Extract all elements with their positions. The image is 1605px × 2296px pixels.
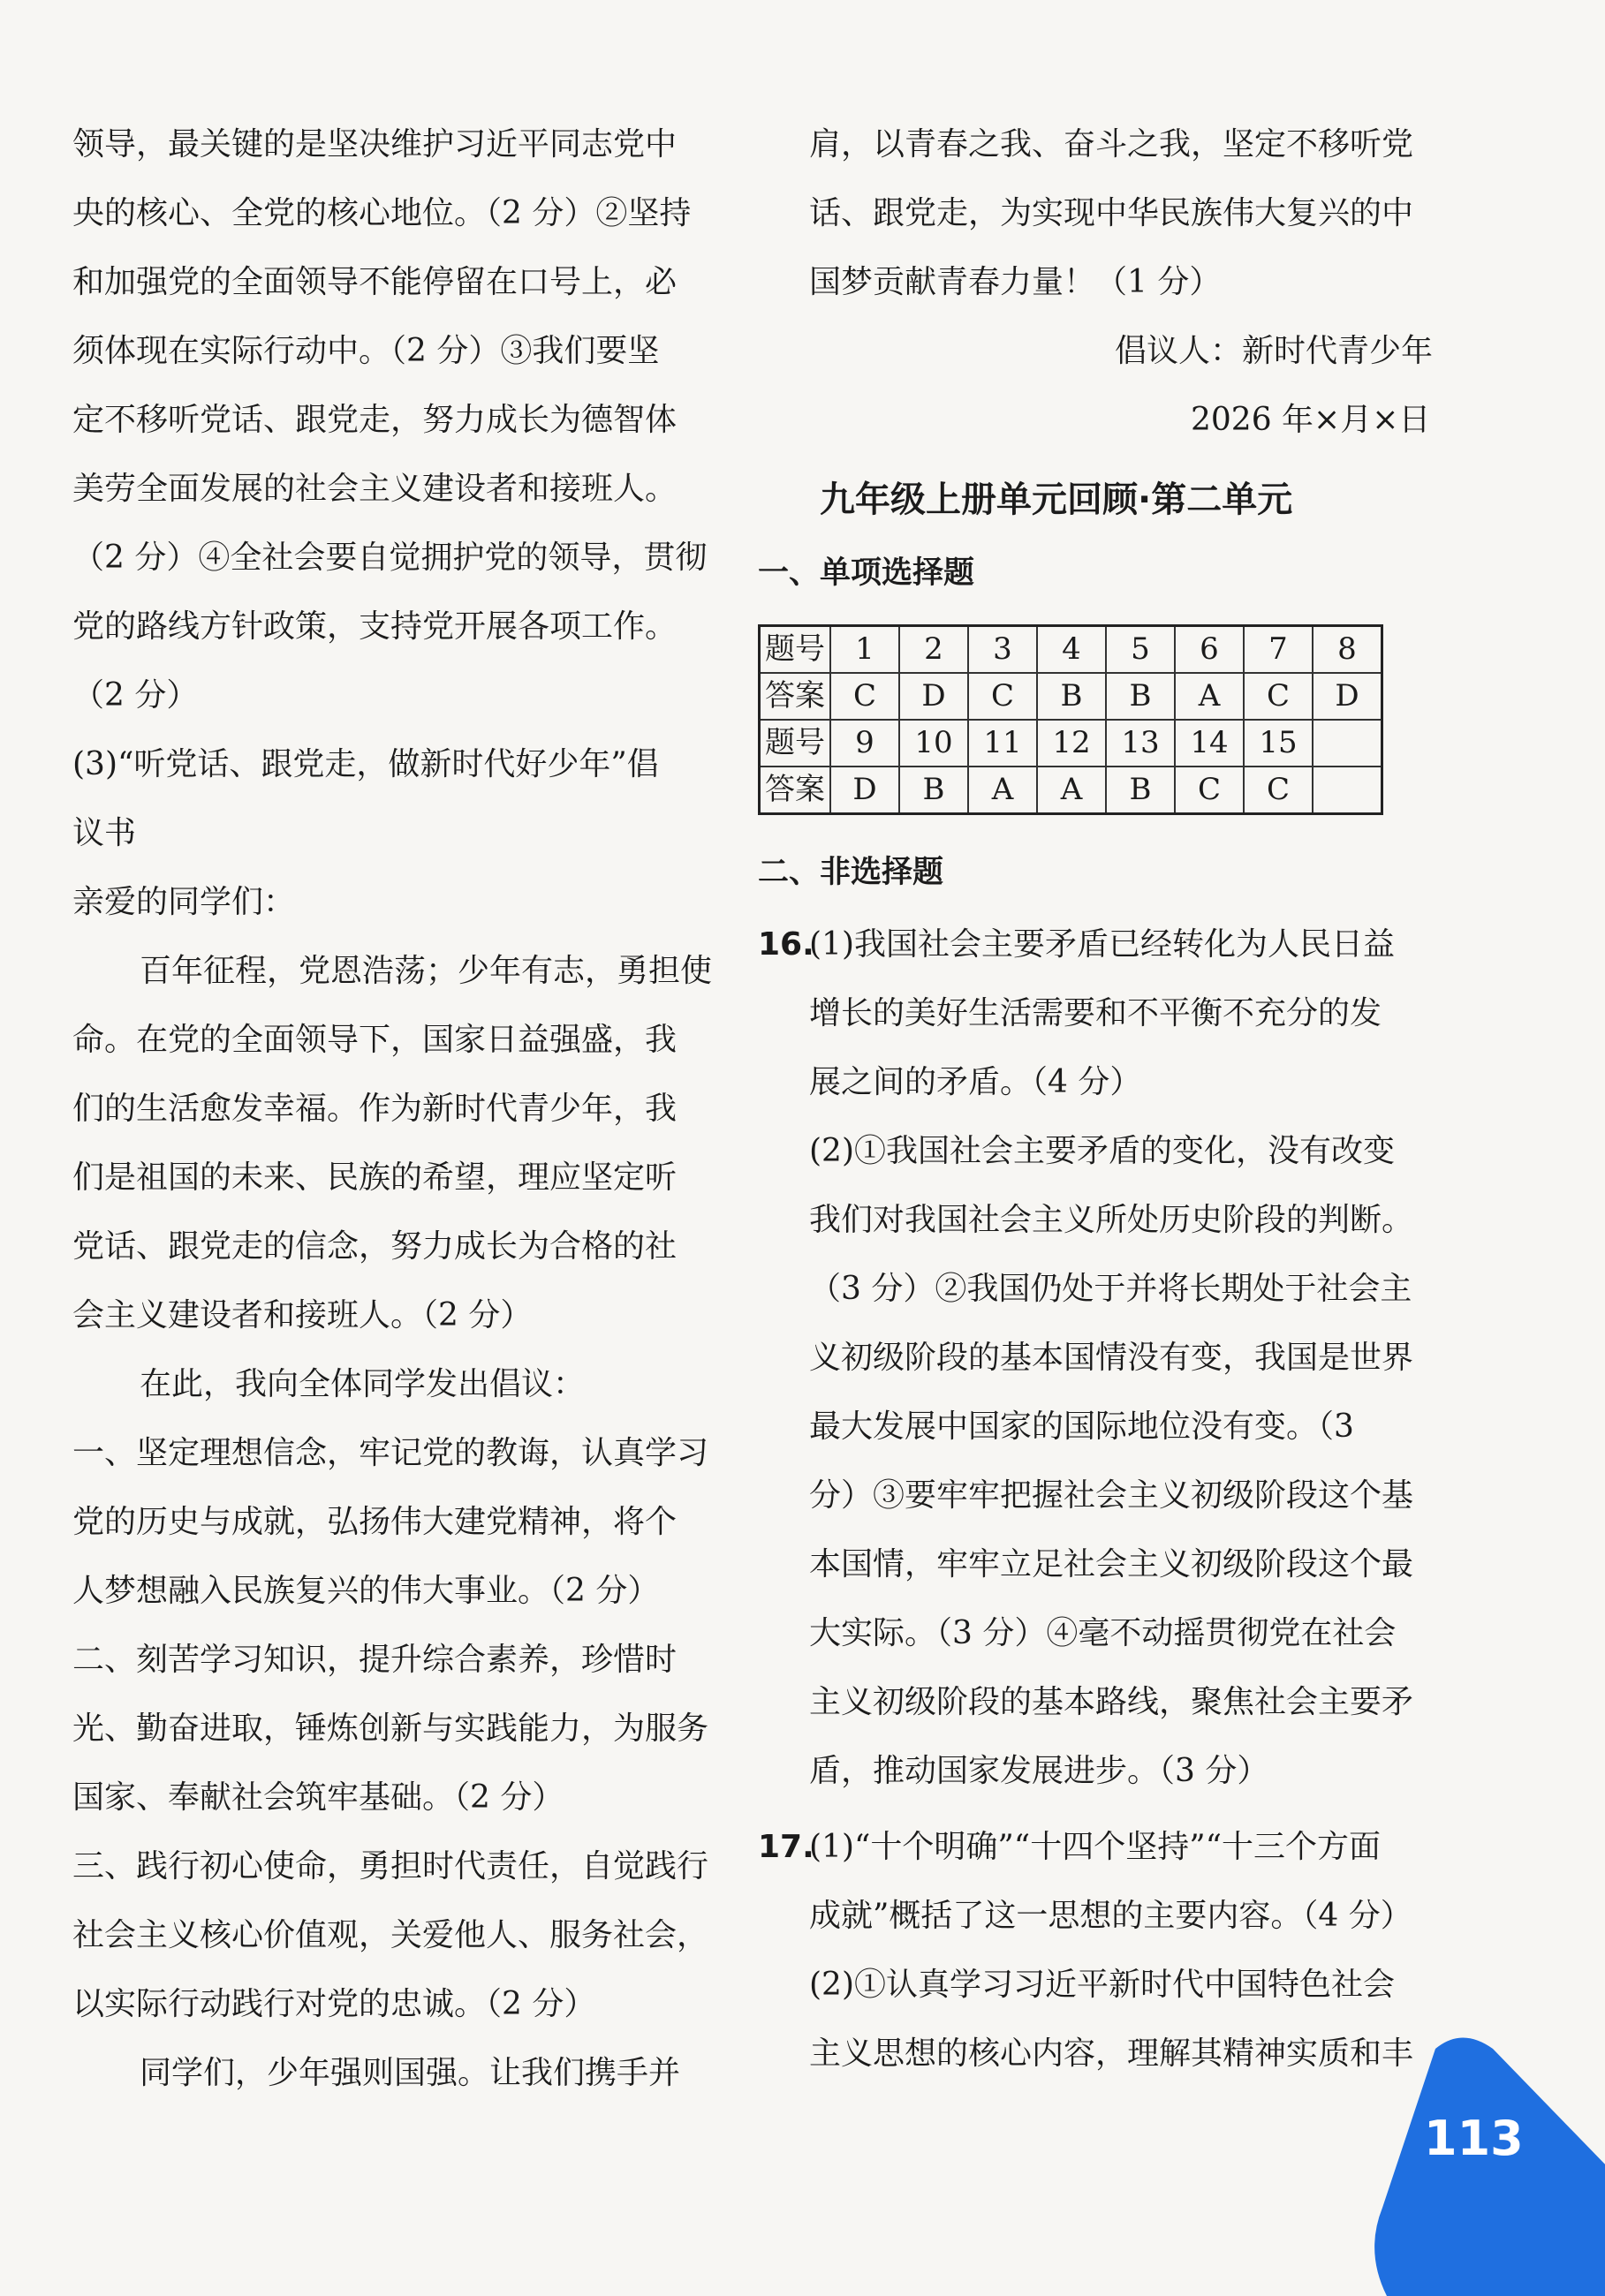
table-row (760, 767, 1382, 814)
table-cell: D (830, 767, 899, 814)
text-line: 国梦贡献青春力量！（1 分） (809, 264, 1222, 300)
table-cell: 7 (1244, 626, 1313, 674)
text-line: 社会主义核心价值观，关爱他人、服务社会， (72, 1917, 709, 1953)
text-line: 大实际。（3 分）④毫不动摇贯彻党在社会 (809, 1615, 1397, 1651)
text-line: 光、勤奋进取，锤炼创新与实践能力，为服务 (72, 1711, 709, 1747)
text-line: 党的历史与成就，弘扬伟大建党精神，将个 (72, 1504, 678, 1540)
table-cell: C (1175, 767, 1244, 814)
table-cell: A (1175, 673, 1244, 720)
text-line: 主义初级阶段的基本路线，聚焦社会主要矛 (809, 1684, 1414, 1720)
table-cell: D (1313, 673, 1382, 720)
text-line: 以实际行动践行对党的忠诚。（2 分） (72, 1986, 596, 2022)
table-cell: 2 (899, 626, 968, 674)
text-line: (1)我国社会主要矛盾已经转化为人民日益 (809, 926, 1395, 963)
text-line: 和加强党的全面领导不能停留在口号上，必 (72, 264, 678, 300)
text-line: 党的路线方针政策，支持党开展各项工作。 (72, 608, 678, 645)
table-cell: 10 (899, 720, 968, 767)
text-line: 话、跟党走，为实现中华民族伟大复兴的中 (809, 195, 1414, 231)
table-header-cell: 答案 (760, 767, 831, 814)
text-line: （2 分）④全社会要自觉拥护党的领导，贯彻 (72, 540, 708, 576)
table-header-cell: 题号 (760, 626, 831, 674)
table-cell: C (1244, 673, 1313, 720)
text-line: 同学们，少年强则国强。让我们携手并 (140, 2055, 681, 2091)
text-line: 在此，我向全体同学发出倡议： (140, 1366, 586, 1402)
date: 2026 年×月×日 (1191, 402, 1431, 438)
table-cell: 4 (1037, 626, 1106, 674)
table-row (760, 720, 1382, 767)
table-cell: 15 (1244, 720, 1313, 767)
table-cell: B (1106, 673, 1175, 720)
table-cell: A (968, 767, 1037, 814)
table-cell: 11 (968, 720, 1037, 767)
section-heading: 二、非选择题 (758, 855, 944, 890)
text-line: 们的生活愈发幸福。作为新时代青少年，我 (72, 1091, 678, 1127)
page-number: 113 (1424, 2111, 1524, 2166)
text-line: (1)“十个明确”“十四个坚持”“十三个方面 (809, 1829, 1382, 1865)
table-header-cell: 题号 (760, 720, 831, 767)
text-line: （2 分） (72, 677, 199, 714)
text-line: 议书 (72, 815, 137, 851)
table-cell: 12 (1037, 720, 1106, 767)
text-line: 美劳全面发展的社会主义建设者和接班人。 (72, 471, 678, 507)
table-header-cell: 答案 (760, 673, 831, 720)
text-line: 领导，最关键的是坚决维护习近平同志党中 (72, 126, 678, 162)
table-cell: D (899, 673, 968, 720)
text-line: 盾，推动国家发展进步。（3 分） (809, 1753, 1269, 1789)
text-line: 党话、跟党走的信念，努力成长为合格的社 (72, 1228, 678, 1265)
text-line: 三、践行初心使命，勇担时代责任，自觉践行 (72, 1848, 709, 1884)
text-line: 定不移听党话、跟党走，努力成长为德智体 (72, 402, 678, 438)
text-line: 义初级阶段的基本国情没有变，我国是世界 (809, 1340, 1414, 1376)
text-line: 展之间的矛盾。（4 分） (809, 1064, 1142, 1100)
signature: 倡议人：新时代青少年 (1115, 333, 1434, 369)
table-cell: A (1037, 767, 1106, 814)
table-cell: 9 (830, 720, 899, 767)
text-line: 我们对我国社会主义所处历史阶段的判断。 (809, 1202, 1414, 1238)
text-line: 分）③要牢牢把握社会主义初级阶段这个基 (809, 1477, 1414, 1514)
table-cell: B (1106, 767, 1175, 814)
table-cell: B (899, 767, 968, 814)
question-number: 17. (758, 1829, 814, 1865)
text-line: (2)①我国社会主要矛盾的变化，没有改变 (809, 1133, 1395, 1169)
table-cell: C (830, 673, 899, 720)
table-cell: B (1037, 673, 1106, 720)
table-cell: 3 (968, 626, 1037, 674)
text-line: 国家、奉献社会筑牢基础。（2 分） (72, 1779, 564, 1816)
text-line: 主义思想的核心内容，理解其精神实质和丰 (809, 2035, 1414, 2072)
question-number: 16. (758, 926, 814, 963)
text-line: 肩，以青春之我、奋斗之我，坚定不移听党 (809, 126, 1414, 162)
table-cell: 5 (1106, 626, 1175, 674)
unit-title: 九年级上册单元回顾·第二单元 (820, 480, 1293, 520)
table-cell (1313, 767, 1382, 814)
table-cell: 8 (1313, 626, 1382, 674)
table-cell (1313, 720, 1382, 767)
table-cell: 14 (1175, 720, 1244, 767)
text-line: 须体现在实际行动中。（2 分）③我们要坚 (72, 333, 660, 369)
text-line: 成就”概括了这一思想的主要内容。（4 分） (809, 1898, 1412, 1934)
salutation: 亲爱的同学们： (72, 884, 296, 920)
text-line: (2)①认真学习习近平新时代中国特色社会 (809, 1967, 1395, 2003)
table-cell: 1 (830, 626, 899, 674)
text-line: （3 分）②我国仍处于并将长期处于社会主 (809, 1271, 1412, 1307)
table-cell: C (1244, 767, 1313, 814)
answer-table (758, 624, 1383, 815)
text-line: 增长的美好生活需要和不平衡不充分的发 (809, 995, 1382, 1031)
table-cell: 6 (1175, 626, 1244, 674)
text-line: 会主义建设者和接班人。（2 分） (72, 1297, 533, 1333)
text-line: 本国情，牢牢立足社会主义初级阶段这个最 (809, 1546, 1414, 1582)
text-line: (3)“听党话、跟党走，做新时代好少年”倡 (72, 746, 659, 782)
table-row (760, 673, 1382, 720)
section-heading: 一、单项选择题 (758, 555, 975, 591)
text-line: 命。在党的全面领导下，国家日益强盛，我 (72, 1022, 678, 1058)
text-line: 二、刻苦学习知识，提升综合素养，珍惜时 (72, 1642, 678, 1678)
text-line: 人梦想融入民族复兴的伟大事业。（2 分） (72, 1573, 660, 1609)
table-cell: 13 (1106, 720, 1175, 767)
text-line: 最大发展中国家的国际地位没有变。（3 (809, 1409, 1354, 1445)
text-line: 百年征程，党恩浩荡；少年有志，勇担使 (140, 953, 713, 989)
text-line: 一、坚定理想信念，牢记党的教诲，认真学习 (72, 1435, 709, 1471)
text-line: 央的核心、全党的核心地位。（2 分）②坚持 (72, 195, 692, 231)
table-cell: C (968, 673, 1037, 720)
table-row (760, 626, 1382, 674)
text-line: 们是祖国的未来、民族的希望，理应坚定听 (72, 1159, 678, 1196)
